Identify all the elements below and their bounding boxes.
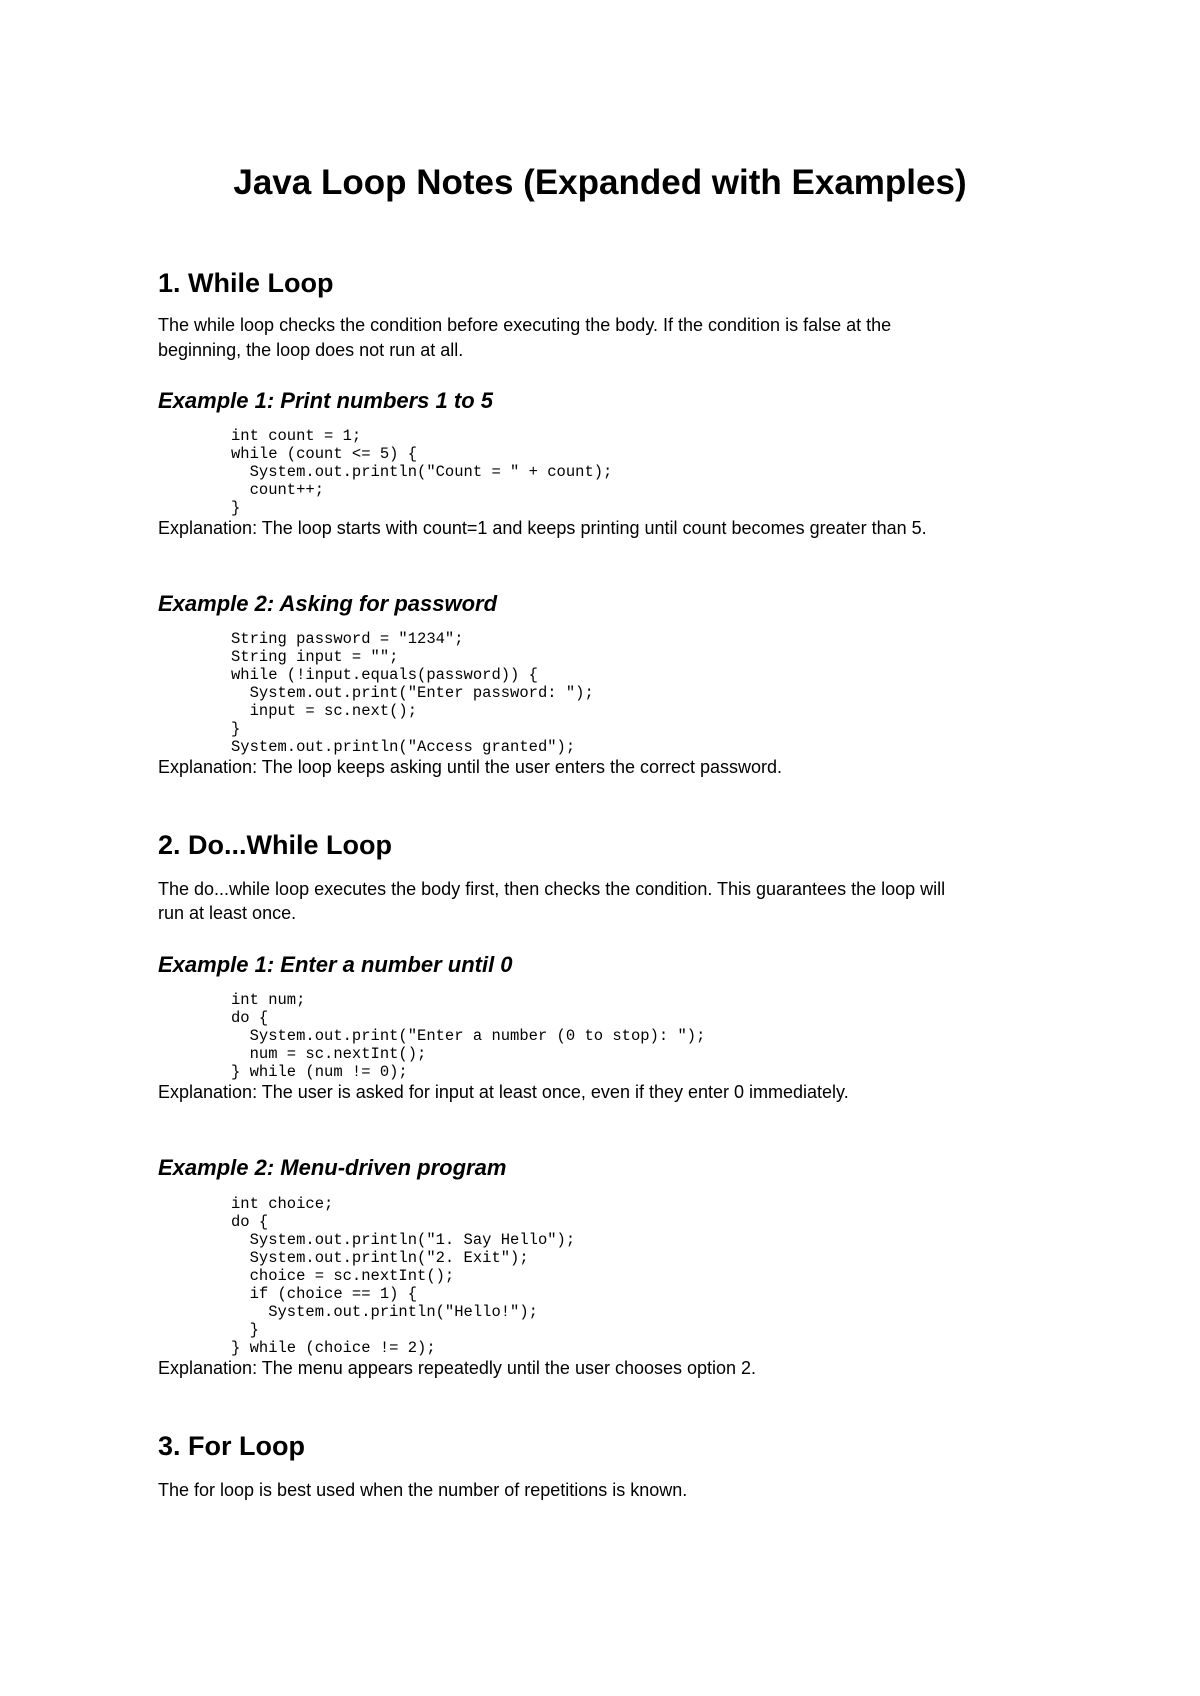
example-explanation: Explanation: The menu appears repeatedly until the user chooses option 2. <box>158 1358 757 1378</box>
example-explanation: Explanation: The user is asked for input at least once, even if they enter 0 immediately. <box>158 1082 849 1102</box>
code-line: input = sc.next(); <box>231 702 418 720</box>
example-heading: Example 1: Print numbers 1 to 5 <box>158 388 493 413</box>
document-title: Java Loop Notes (Expanded with Examples) <box>233 163 967 202</box>
code-line: System.out.print("Enter password: "); <box>231 684 594 702</box>
section-intro-line: The do...while loop executes the body first, then checks the condition. This guarantees the loop will <box>158 879 946 899</box>
code-line: System.out.println("1. Say Hello"); <box>231 1231 576 1249</box>
section-intro-line: The for loop is best used when the number of repetitions is known. <box>158 1480 688 1500</box>
code-line: System.out.println("2. Exit"); <box>231 1249 529 1267</box>
example-heading: Example 1: Enter a number until 0 <box>158 952 513 977</box>
code-line: } while (choice != 2); <box>231 1339 436 1357</box>
code-line: int choice; <box>231 1195 334 1213</box>
example-heading: Example 2: Menu-driven program <box>158 1155 507 1180</box>
code-line: int num; <box>231 991 306 1009</box>
code-line: } <box>231 720 241 738</box>
section-intro-line: run at least once. <box>158 903 297 923</box>
code-line: System.out.print("Enter a number (0 to stop): "); <box>231 1027 706 1045</box>
code-line: do { <box>231 1009 269 1027</box>
code-line: } <box>231 499 241 517</box>
section-heading-do-while-loop: 2. Do...While Loop <box>158 830 392 860</box>
section-heading-for-loop: 3. For Loop <box>158 1431 305 1461</box>
code-line: if (choice == 1) { <box>231 1285 418 1303</box>
code-line: String input = ""; <box>231 648 399 666</box>
example-heading: Example 2: Asking for password <box>158 591 498 616</box>
section-heading-while-loop: 1. While Loop <box>158 268 334 298</box>
code-line: do { <box>231 1213 269 1231</box>
code-line: count++; <box>231 481 325 499</box>
code-line: } <box>231 1321 259 1339</box>
code-line: String password = "1234"; <box>231 630 464 648</box>
section-intro-line: beginning, the loop does not run at all. <box>158 340 464 360</box>
example-explanation: Explanation: The loop keeps asking until the user enters the correct password. <box>158 757 783 777</box>
code-line: System.out.println("Access granted"); <box>231 738 576 756</box>
code-line: System.out.println("Hello!"); <box>231 1303 538 1321</box>
code-line: } while (num != 0); <box>231 1063 408 1081</box>
code-line: choice = sc.nextInt(); <box>231 1267 455 1285</box>
code-line: num = sc.nextInt(); <box>231 1045 427 1063</box>
code-line: while (!input.equals(password)) { <box>231 666 538 684</box>
section-intro-line: The while loop checks the condition before executing the body. If the condition is false at the <box>158 315 892 335</box>
example-explanation: Explanation: The loop starts with count=1 and keeps printing until count becomes greater than 5. <box>158 518 927 538</box>
code-line: System.out.println("Count = " + count); <box>231 463 613 481</box>
code-line: int count = 1; <box>231 427 362 445</box>
code-line: while (count <= 5) { <box>231 445 418 463</box>
